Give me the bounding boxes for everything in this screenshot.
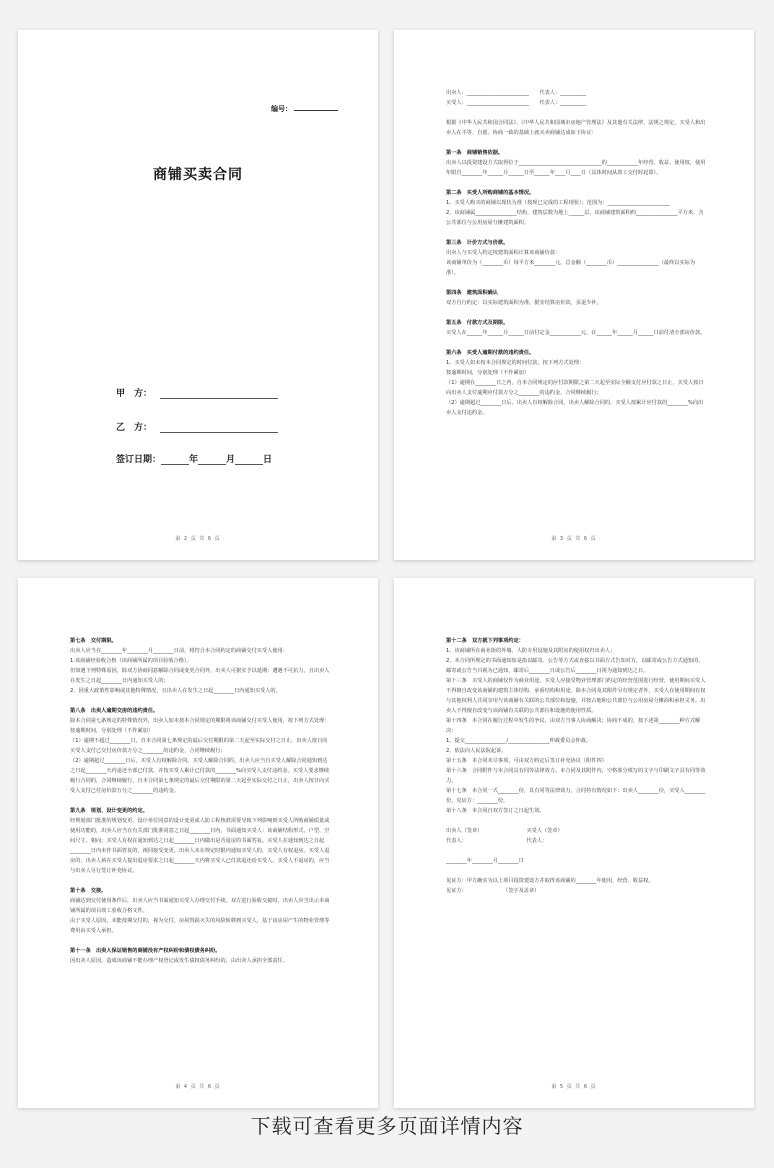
page-4-text	[70, 636, 330, 966]
clause-text: 2、该商铺属________________结构，建筑层数为地上______层。该商铺建筑面积约________________平方米，含公共部位与公用房屋分摊建筑面积。	[446, 210, 704, 226]
clause-text: （2）逾期超过________日后，买受人有权解除合同。买受人解除合同的，出卖人应当自买受人解除合同通知到达之日起________天内退还全部已付款，并按买受人累计已付款的________%向买受人支付违约金。买受人要求继续履行合同的，合同继续履行，自本合同第七条规定的最后交付期限的第二天起至实际交付之日止，出卖人按日向买受人支付已付房价款万分之________的违约金。	[70, 758, 330, 794]
article-heading: 第十条 交接。	[70, 888, 107, 894]
year-label: 年	[189, 455, 199, 465]
clause-text: 代表人： 代表人：	[446, 838, 548, 844]
clause-text: 除本合同第七条规定的特殊情况外，出卖人如未按本合同规定的期限将该商铺交付买受人使用，按下列方式处理：	[70, 718, 330, 724]
article-heading: 第九条 规划、设计变更的约定。	[70, 808, 148, 814]
clause-text: 但如遇下列特殊原因，除双方协商同意解除合同或变更合同外，出卖人可据实予以延期：遭遇不可抗力，且出卖人在发生之日起________日内通知买受人的；	[70, 668, 330, 684]
clause-text: 由于买受人原因，未能按期交付的，视为交付，房屋毁损灭失的风险转移到买受人，基于该房屋产生的物业管理等费用由买受人承担。	[70, 918, 330, 934]
clause-text: 1、提交________________/________________仲裁委员会仲裁。	[446, 738, 592, 744]
download-more-banner[interactable]: 下载可查看更多页面详情内容	[250, 1114, 524, 1138]
page-5	[394, 578, 754, 1108]
clause-text: 2、依法向人民法院起诉。	[446, 748, 507, 754]
month-label: 月	[226, 455, 236, 465]
sign-date-label: 签订日期：	[116, 455, 162, 465]
clause-text: 1.该商铺经验收合格（该商铺所属的项目验收合格）。	[70, 658, 192, 664]
clause-text: 第十八条 本合同自双方签订之日起生效。	[446, 808, 545, 814]
contract-number-label: 编号：	[271, 105, 292, 113]
clause-text: 第十四条 本合同在履行过程中发生的争议，由双方当事人协商解决；协商不成的，按下述第________种方式解决：	[446, 718, 701, 734]
clause-text: 双方自行约定：以实际建筑面积为准，据实结算房价款，多退少补。	[446, 300, 602, 306]
clause-text: 2、本合同所规定的书面通知如是指以邮寄、公告等方式或直接以书面方式告知对方，以邮寄或公告方式通知的，邮寄或公告当日视为已通知，邮寄后________日或公告后________日视为通知到达之日。	[446, 658, 704, 674]
page-number: 第 5 页 共 6 页	[551, 1084, 597, 1090]
clause-text	[446, 108, 706, 118]
article-heading: 第四条 建筑面积确认	[446, 290, 498, 296]
clause-text: 买受人在______年______月______日前付定金____________元，在______年______月______日前付清全部房价款。	[446, 330, 706, 336]
clause-text: 根据《中华人民共和国合同法》、《中华人民共和国城市房地产管理法》及其他有关法律、法规之规定，买受人和出卖人在平等、自愿、协商一致的基础上就买卖商铺达成如下协议：	[446, 120, 706, 136]
page-cover	[18, 30, 378, 560]
clause-text: （1）逾期不超过________日，自本合同第七条规定的最后交付期限的第二天起至实际交付之日止，出卖人按日向买受人支付已交付房价款万分之________的违约金，合同继续履行；	[70, 738, 328, 754]
clause-text: 该商铺单价为（________币）每平方米________元，总金额（________币）________________（最终以实际为准）。	[446, 260, 696, 276]
clause-text: 出卖人与买受人约定按建筑面积计算该商铺价款：	[446, 250, 561, 256]
clause-text	[446, 846, 706, 856]
clause-text	[446, 816, 706, 826]
day-label: 日	[263, 455, 273, 465]
clause-text: 2、因重大政策性影响或其他特殊情况，且出卖人在发生之日起________日内通知买受人的。	[70, 688, 281, 694]
clause-text: 1、买受人如未按本合同规定的时间付款，按下列方式处理：	[446, 360, 585, 366]
page-4	[18, 578, 378, 1108]
clause-text: 出卖人应当在________年________月________日前，将符合本合同约定的商铺交付买受人使用：	[70, 648, 288, 654]
article-heading: 第三条 计价方式与价款。	[446, 240, 509, 246]
clause-text: 商铺达到交付使用条件后，出卖人应当书面通知买受人办理交付手续。双方进行验收交接时，出卖人应当出示本商铺所属的项目竣工验收合格文件。	[70, 898, 330, 914]
article-heading: 第一条 商铺销售依据。	[446, 150, 504, 156]
clause-text: 因出卖人原因，造成该商铺不能办理产权登记或发生债权债务纠纷的，由出卖人承担全部责任。	[70, 958, 288, 964]
party-a-label: 甲 方：	[116, 389, 153, 399]
sign-date-row	[116, 452, 272, 465]
clause-text: 见证方：甲方确实为以上项目投资建设方并取得该商铺的________年使用、经营、收益权。	[446, 878, 654, 884]
clause-text: 经规划部门批准的规划变更、设计单位同意的设计变更或人防工程核准需要导致下列影响到买受人所购商铺质量或使用功能的，出卖人应当在有关部门批准同意之日起________日内，书面通知买受人：该商铺结构形式、户型、空间尺寸、朝向；买受人有权在通知到达之日起________日内做出是否退房的书面答复。买受人在通知到达之日起________日内未作书面答复的，视同接受变更。出卖人未在规定时限内通知买受人的，买受人有权退房。买受人退房的，出卖人须在买受人提出退房要求之日起________天内将买受人已付款退还给买受人。买受人不退房的，应当与出卖人另行签订补充协议。	[70, 818, 330, 874]
article-heading: 第六条 买受人逾期付款的违约责任。	[446, 350, 535, 356]
page-number: 第 3 页 共 6 页	[551, 536, 597, 542]
clause-text: 按逾期时间，分别处理（不作累加）	[70, 728, 154, 734]
contract-number-blank	[294, 110, 338, 111]
page-number: 第 2 页 共 6 页	[175, 536, 221, 542]
party-b-blank	[160, 432, 278, 433]
clause-text: 1、买受人购买的商铺以现状为准（按现已完成的工程现状）；范围为：________________________	[446, 200, 670, 206]
party-b-row	[116, 420, 278, 433]
article-heading: 第七条 交付期限。	[70, 638, 117, 644]
page-3	[394, 30, 754, 560]
clause-text: 1、该商铺所在商业街的外墙、人防专用设施及其附房的使用权归出卖人；	[446, 648, 616, 654]
clause-text: （2）逾期超过________日后，出卖人有权解除合同。出卖人解除合同的，买受人按累计应付款的________%向出卖人支付违约金。	[446, 400, 704, 416]
clause-text: 第十七条 本合同一式________份，具有同等法律效力，合同持有情况如下：出卖人________份，买受人________份，见证方：________份。	[446, 788, 706, 804]
clause-text: 出卖人：________________________ 代表人：__________	[446, 90, 587, 96]
clause-text: 出卖人以投资建设方式取得位于________________________________的____________年经营、收益、使用权，使用年限自________年______月______日至______年____月____日（具体时间从竣工交付时起算）。	[446, 160, 706, 176]
clause-text	[446, 866, 706, 876]
contract-number	[271, 104, 338, 114]
clause-text: 见证方： （签字及盖章）	[446, 888, 540, 894]
article-heading: 第十一条 出卖人保证销售的商铺没有产权纠纷和债权债务纠纷。	[70, 948, 221, 954]
page-number: 第 4 页 共 6 页	[175, 1084, 221, 1090]
clause-text: 买受人：________________________ 代表人：__________	[446, 100, 587, 106]
clause-text: 按逾期时间，分别处理（不作累加）	[446, 370, 530, 376]
clause-text: 第十六条 合同附件与本合同具有同等法律效力。本合同及其附件内，空格部分填写的文字与印刷文字具有同等效力。	[446, 768, 706, 784]
article-heading: 第八条 出卖人逾期交房的违约责任。	[70, 708, 159, 714]
article-heading: 第二条 买受人所购商铺的基本情况。	[446, 190, 535, 196]
document-title: 商铺买卖合同	[153, 167, 243, 183]
clause-text: （1）逾期在________日之内，自本合同规定的应付款期限之第二天起至实际全额支付应付款之日止，买受人按日向出卖人支付逾期应付款万分之________的违约金，合同继续履行；	[446, 380, 704, 396]
article-heading: 第五条 付款方式及期限。	[446, 320, 509, 326]
clause-text: 第十五条 本合同未尽事项，可由双方约定后签订补充协议（附件四）	[446, 758, 607, 764]
party-a-blank	[160, 398, 278, 399]
party-a-row	[116, 386, 278, 399]
clause-text: 第十三条 买受人的商铺仅作为商业用途，买受人应接受物业管理部门约定的经营范围进行经营，使用期间买受人不得擅自改变该商铺的建筑主体结构、承重结构和用途。除本合同及其附件另有规定者外，买受人在使用期间有权与其他权利人共同享用与该商铺有关联的公共部位和设施，并按占地和公共部位与公用房屋分摊面积承担义务。出卖人不得擅自改变与该商铺有关联的公共部位和设施的使用性质。	[446, 678, 706, 714]
page-5-text	[446, 636, 706, 896]
clause-text: ________年________月________日	[446, 858, 524, 864]
clause-text: 出卖人（签章） 买受人（签章）	[446, 828, 563, 834]
party-b-label: 乙 方：	[116, 423, 153, 433]
article-heading: 第十二条 双方就下列事项约定：	[446, 638, 524, 644]
page-3-text	[446, 88, 706, 418]
